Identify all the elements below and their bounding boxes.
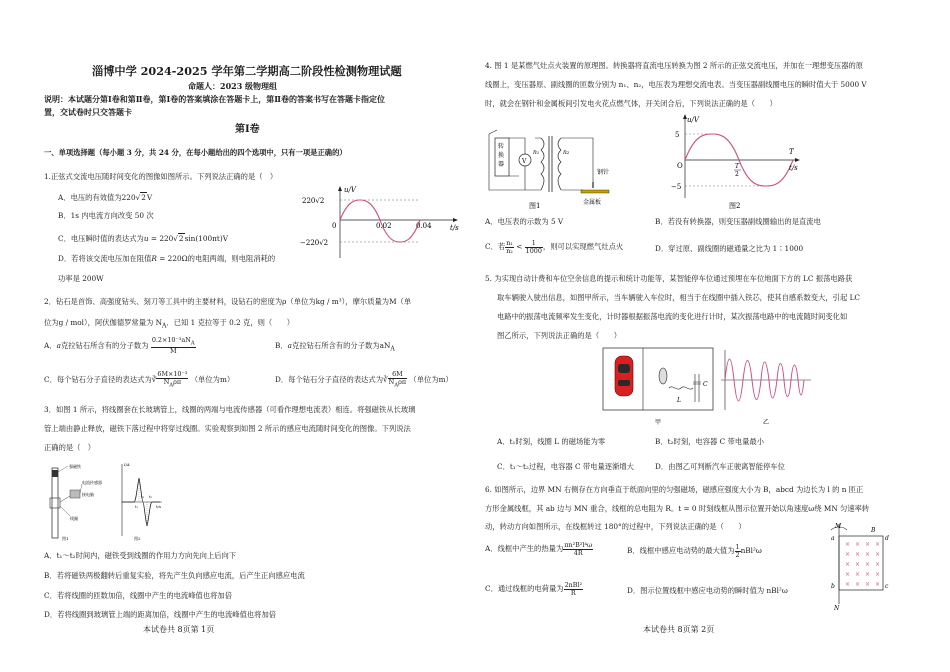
q3-sensor [70,490,80,498]
q5-option-d: D．由图乙可判断汽车正驶离智能停车位 [655,462,785,471]
q6-label-a: a [831,535,835,542]
q6-label-d: d [885,535,889,542]
q3-leader-magnet [58,466,68,472]
sqrt-symbol: √ [173,234,178,243]
q4-c-den: n₂ [506,246,513,255]
q4-c-text: C．若 [485,242,506,252]
q1-ylabel: u/V [344,186,356,194]
q5-stem-line-1: 5. 为实现自动计费和车位空余信息的提示和统计功能等，某智能停车位通过预埋在车位地面下方的 LC 振荡电路获 [485,274,853,283]
q4-option-a: A．电压表的示数为 5 V [485,217,564,226]
q4-fig2-caption: 图2 [729,202,741,210]
q6-field-crosses [845,541,880,588]
q4-f2-origin: O [677,162,683,170]
volume-heading: 第Ⅰ卷 [235,124,260,135]
q3-leader-coil [60,506,70,516]
q4-f2-bottom: −5 [671,183,682,191]
q5-option-c: C．t₁～t₂过程，电容器 C 带电量逐渐增大 [497,462,634,471]
q6-b-den: 2 [735,550,740,559]
q4-converter-char-1: 转 [498,143,505,150]
q1-ytop-label: 220√2 [302,197,325,205]
q1-xlabel: t/s [450,224,459,232]
q2-a-fraction [151,337,196,355]
q1-c-text: C．电压瞬时值的表达式为 [58,234,144,243]
q6-label-b: b [831,583,835,590]
q1-a-value: 220 [121,193,136,202]
q4-f2-top: 5 [675,131,680,139]
q3-wire [60,496,70,502]
q5-stem-line-3: 电路中的振荡电流频率发生变化，计时器根据振荡电流的变化进行计时，某次振荡电路中的电流随时间变化如 [497,312,848,321]
q4-secondary-coil [558,138,561,190]
q1-x-arrow [453,218,458,222]
q5-figure [603,346,823,428]
q3-coil [50,498,60,508]
q4-f2-x-arrow [795,158,800,162]
q4-c-rest: ，则可以实现燃气灶点火 [542,242,624,252]
q1-c-sqrt: 2 [178,234,184,243]
q1-a-unit: V [146,193,153,202]
q6-b-num: 1 [735,543,740,551]
q4-n1: n₁ [533,149,540,156]
q4-switch [489,130,497,134]
q3-option-b: B．若将磁铁两极翻转后重复实验，将先产生负向感应电流，后产生正向感应电流 [44,571,305,580]
q1-option-c [58,233,228,243]
exam-page-2 [475,0,950,672]
q2-c-fraction [156,371,188,389]
q6-b-rest: nBl²ω [740,546,762,556]
q5-coil-core [659,368,667,384]
q3-option-d: D．若将线圈到玻璃管上端的距离加倍，线圈中产生的电流峰值也将加倍 [44,610,277,619]
q3-label-magnet: 强磁铁 [69,464,81,469]
q5-car-rear-window [618,380,630,386]
q4-stem-line-2: 线圈上，变压器原、副线圈的匝数分别为 n₁、n₂，电压表为理想交流电表。当变压器副线圈电压的瞬时值大于 5000 V [485,80,867,89]
q2-d-text: D．每个钻石分子直径的表达式为 [275,374,384,384]
q2-c-text: C．每个钻石分子直径的表达式为 [44,374,152,384]
q4-c2-num: 1 [525,240,543,248]
svg-text:×: × [845,581,851,588]
q4-stem-line-1: 4. 图 1 是某燃气灶点火装置的原理图。转换器将直流电压转换为图 2 所示的正弦交流电压，并加在一理想变压器的原 [485,61,864,70]
q2-b-sub: A [390,345,395,353]
q1-y-arrow [338,186,342,191]
q3-f2-t3: t₃ [149,495,152,499]
q6-c-fraction [564,582,583,596]
q5-option-b: B．t₂时刻，电容器 C 带电量最小 [655,437,765,446]
exam-note-line-1: 说明：本试题分第Ⅰ卷和第Ⅱ卷，第Ⅰ卷的答案填涂在答题卡上，第Ⅱ卷的答案书写在答题卡指定位 [44,94,385,104]
q3-f2-t2: t₂ [141,495,144,499]
q3-stem-line-3: 正确的是（ ） [44,443,96,452]
q4-option-c [485,240,623,254]
q4-f2-period: T [789,148,794,156]
q1-c-var: u [143,234,149,243]
q4-c2-den: 1000 [525,246,542,255]
q5-capacitor [693,374,701,402]
q2-d-den: N [388,377,395,386]
q2-c-den2: ρπ [173,377,182,386]
q1-x2-label: 0.04 [416,222,432,230]
q3-option-a: A．t₁～t₂时间内，磁铁受到线圈的作用力方向先向上后向下 [44,551,237,560]
svg-text:×: × [855,581,861,588]
exam-note-line-2: 置，交试卷时只交答题卡 [44,107,132,117]
q3-magnet [52,470,58,477]
q4-f2-half-num: T [735,163,740,170]
q2-d-unit: （单位为m） [409,374,453,384]
q5-car-windshield [618,364,630,373]
svg-text:×: × [855,561,861,568]
q6-label-N: N [834,605,840,612]
svg-text:×: × [845,551,851,558]
q3-label-computer: 接电脑 [82,492,94,497]
q1-d-rest: = 220Ω的电阻两端，则电阻消耗的 [156,254,276,263]
q2-d-den2: ρπ [398,377,407,386]
q2-b-label: B． [275,341,288,350]
svg-text:×: × [865,571,871,578]
svg-text:×: × [865,561,871,568]
q1-option-d [58,254,275,263]
q2-stem-line-2 [44,318,294,330]
q1-a-text: A．电压的有效值为 [58,193,122,202]
exam-title: 淄博中学 2024-2025 学年第二学期高二阶段性检测物理试题 [92,64,402,78]
q5-label-L: L [677,397,681,404]
q1-c-end: t)V [216,234,228,243]
q6-b-text: B．线框中感应电动势的最大值为 [627,546,735,556]
q4-c-num: n₁ [506,239,513,247]
q4-needle-label: 钢针 [597,169,610,176]
svg-text:×: × [875,581,881,588]
svg-text:×: × [875,561,881,568]
q2-stem-line-1: 2．钻石是首饰、高强度钻头、刻刀等工具中的主要材料，设钻石的密度为ρ（单位为kg / m³），摩尔质量为M（单 [44,297,412,306]
q6-label-M: M [835,523,842,530]
q3-stem-line-2: 管上端由静止释放，磁铁下落过程中将穿过线圈。实验观察到如图 2 所示的感应电流随时间变化的图像。下列说法 [44,424,411,433]
q1-d-text: D．若将该交流电压加在阻值 [58,254,152,263]
q2-c-unit: （单位为m） [190,374,235,384]
q4-fig1-caption: 图1 [529,202,541,210]
q4-f2-xlabel: t/s [789,164,798,172]
q2-d-root-symbol: ∛ [383,374,388,384]
q3-f2-t1: t₁ [135,505,138,509]
q2-c-num: 6M×10⁻³ [157,370,188,378]
q5-caption-yi: 乙 [763,419,770,426]
q5-car [615,356,633,396]
svg-text:×: × [865,541,871,548]
q3-f2-xlabel: t/s [156,504,162,509]
q6-stem-line-3: 动，转动方向如图所示，在线框转过 180°的过程中，下列说法正确的是（ ） [485,522,746,531]
q1-ybot-label: −220√2 [300,239,329,247]
q4-option-b: B．若没有转换器，则变压器副线圈输出的是直流电 [655,217,821,226]
q1-origin-label: 0 [332,222,337,230]
q1-c-sin: sin(100 [184,234,213,243]
q4-metal-plate [581,190,609,193]
q1-stem: 1.正弦式交流电压随时间变化的图像如图所示。下列说法正确的是（ ） [44,172,278,181]
q4-plate-label: 金属板 [583,199,602,206]
q2-a-var: a [56,340,61,350]
q3-fig1-caption: 图1 [62,536,69,541]
q4-secondary-wires [561,138,593,190]
q4-stem-line-3: 时，就会在钢针和金属板间引发电火花点燃气体，开关闭合后，下列说法正确的是（ ） [485,99,777,108]
q4-figure-2-graph [665,114,805,210]
svg-text:×: × [875,571,881,578]
svg-text:×: × [845,571,851,578]
q2-option-c [44,371,234,389]
q1-c-val: = 220 [148,234,174,243]
q3-option-c: C．若将线圈的匝数加倍，线圈中产生的电流峰值也将加倍 [44,591,233,600]
q2-b-var: a [287,341,293,350]
q6-figure [827,522,893,610]
q1-a-sqrt: 2 [141,193,146,202]
q2-a-label: A． [44,340,57,350]
q6-label-B: B [871,527,876,534]
page-1-footer: 本试卷共 8页第 1页 [143,625,215,634]
q5-stem-line-4: 图乙所示，下列说法正确的是（ ） [497,331,622,340]
q5-inductor [669,387,693,389]
q3-figure-1 [46,460,110,542]
q2-option-d [275,371,453,389]
svg-text:×: × [865,581,871,588]
svg-text:×: × [845,561,851,568]
q6-a-text: A．线框中产生的热量为 [485,544,564,554]
q2-a-num-sub: A [190,340,195,347]
q4-c-lt: < [513,242,525,252]
q4-f2-half-den: 2 [735,171,739,178]
q4-primary-coil [541,138,544,190]
svg-text:×: × [875,541,881,548]
q6-option-d: D．图示位置线框中感应电动势的瞬时值为 nBl²ω [627,586,788,595]
q4-converter-char-3: 器 [498,161,505,168]
q2-c-root-symbol: ∛ [151,374,157,384]
q3-glass-tube [52,468,58,538]
q4-c-frac-2 [525,240,543,254]
q4-c-frac-1 [505,240,514,254]
q4-option-d: D．穿过原、副线圈的磁通量之比为 1∶1000 [655,244,804,253]
q3-figure-2 [114,460,166,542]
q3-label-sensor: 电流传感器 [82,480,102,485]
q6-c-num: 2nBl² [564,581,583,589]
q6-option-b [627,544,762,558]
q6-a-den: 4R [573,548,583,557]
exam-author: 命题人：2023 级物理组 [188,81,278,91]
q1-option-a [58,192,152,202]
q2-option-b [275,341,395,353]
q2-c-den-sub: A [169,382,174,388]
page-2-footer: 本试卷共 8页第 2页 [643,625,715,634]
section-heading: 一、单项选择题（每小题 3 分，共 24 分，在每小题给出的四个选项中，只有一项是正确的） [44,148,347,157]
svg-text:×: × [855,551,861,558]
q4-primary-leads [535,138,541,190]
q2-d-fraction [388,371,407,389]
q6-stem-line-2: 方形金属线框，其 ab 边与 MN 重合，线框的总电阻为 R。t = 0 时刻线框从图示位置开始以角速度ω绕 MN 匀速率转 [485,504,870,513]
q2-a-num: 0.2×10⁻³aN [151,336,191,344]
q5-option-a: A．t₁时刻，线圈 L 的磁场能为零 [497,437,606,446]
q6-option-a [485,542,593,556]
sqrt-symbol: √ [135,193,141,202]
q3-f2-ylabel: I/A [124,462,130,467]
q5-label-C: C [703,381,708,388]
q6-option-c [485,582,583,596]
q2-d-den-sub: A [394,382,399,388]
q6-label-c: c [885,583,889,590]
svg-text:×: × [855,571,861,578]
q4-n2: n₂ [563,149,570,156]
q1-option-d-cont: 功率是 200W [58,274,104,283]
q3-label-coil: 线圈 [70,516,78,521]
q3-stem-line-1: 3．如图 1 所示，将线圈套在长玻璃管上，线圈的两端与电流传感器（可看作理想电流表）相连。将强磁铁从长玻璃 [44,405,416,414]
q6-c-text: C．通过线框的电荷量为 [485,584,564,594]
q2-d-num: 6M [388,371,407,379]
q2-b-text: 克拉钻石所含有的分子数为aN [292,341,391,350]
q5-stem-line-2: 取车辆驶入驶出信息，如图甲所示，当车辆驶入车位时，相当于在线圈中插入铁芯，使其自感系数变大，引起 LC [497,293,860,302]
q4-f2-ylabel: u/V [687,116,699,124]
q6-stem-line-1: 6. 如图所示，边界 MN 右侧存在方向垂直于纸面向里的匀强磁场，磁感应强度大小为 B，abcd 为边长为 l 的 n 匝正 [485,485,864,494]
q5-caption-jia: 甲 [655,419,662,426]
q1-sine-curve [340,200,420,242]
q2-l2-rest: ．已知 1 克拉等于 0.2 克，则（ ） [166,318,295,327]
q2-l2-sub: A [162,322,167,330]
q2-option-a [44,337,196,355]
svg-text:×: × [855,541,861,548]
q4-converter-char-2: 换 [498,152,505,159]
q6-a-fraction [563,542,593,556]
q6-c-den: R [570,588,576,597]
q2-a-den: M [169,346,177,355]
q3-fig2-caption: 图2 [134,536,141,541]
svg-text:×: × [845,541,851,548]
q1-c-pi: π [212,234,217,243]
svg-text:×: × [865,551,871,558]
q2-a-text: 克拉钻石所含有的分子数为 [60,340,149,350]
q4-figure-1-circuit [485,124,645,210]
svg-text:×: × [875,551,881,558]
q2-l2-text: 位为g / mol），阿伏伽德罗常量为 N [44,318,163,327]
q1-x1-label: 0.02 [376,222,392,230]
q1-voltage-graph [300,186,465,262]
q2-c-den: N [163,377,170,386]
q1-d-var: R [151,254,157,263]
q4-voltmeter-label: V [522,158,527,165]
q1-option-b: B．1s 内电流方向改变 50 次 [58,211,154,220]
q6-a-num: πn²B²l⁴ω [564,541,593,549]
